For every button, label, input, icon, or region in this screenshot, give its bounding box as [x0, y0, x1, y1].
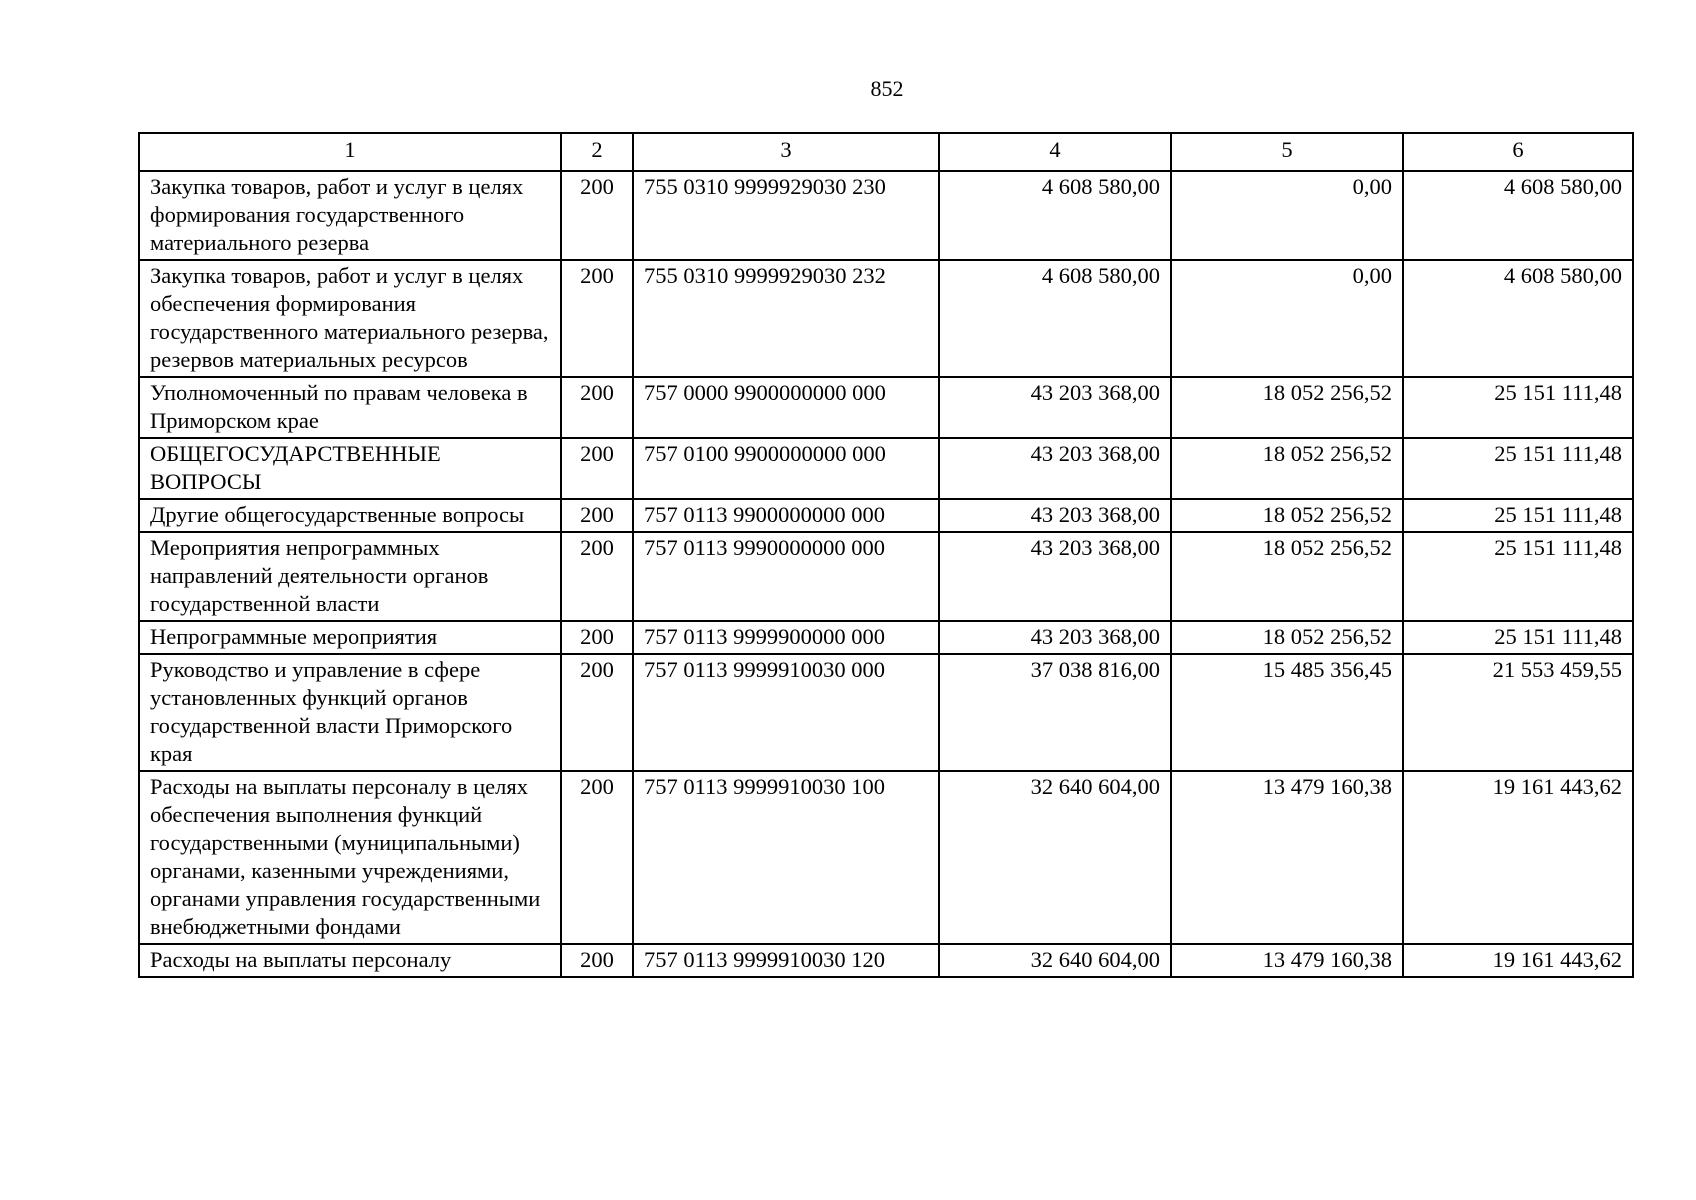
- approved-amount-cell: 43 203 368,00: [939, 377, 1171, 438]
- line-code-cell: 200: [561, 499, 633, 532]
- executed-amount-cell: 18 052 256,52: [1171, 377, 1403, 438]
- column-header: 6: [1403, 133, 1633, 171]
- budget-code-cell: 757 0113 9999910030 120: [633, 944, 939, 977]
- executed-amount-cell: 18 052 256,52: [1171, 438, 1403, 499]
- unexecuted-amount-cell: 25 151 111,48: [1403, 377, 1633, 438]
- line-code-cell: 200: [561, 260, 633, 377]
- row-name-cell: Уполномоченный по правам человека в Приморском крае: [139, 377, 561, 438]
- table-header-row: [139, 133, 1633, 171]
- line-code-cell: 200: [561, 654, 633, 771]
- executed-amount-cell: 13 479 160,38: [1171, 944, 1403, 977]
- table-row: [139, 377, 1633, 438]
- unexecuted-amount-cell: 25 151 111,48: [1403, 621, 1633, 654]
- approved-amount-cell: 4 608 580,00: [939, 171, 1171, 260]
- line-code-cell: 200: [561, 771, 633, 944]
- budget-code-cell: 757 0113 9900000000 000: [633, 499, 939, 532]
- unexecuted-amount-cell: 19 161 443,62: [1403, 771, 1633, 944]
- line-code-cell: 200: [561, 438, 633, 499]
- row-name-cell: Другие общегосударственные вопросы: [139, 499, 561, 532]
- line-code-cell: 200: [561, 532, 633, 621]
- column-header: 2: [561, 133, 633, 171]
- column-header: 3: [633, 133, 939, 171]
- row-name-cell: Закупка товаров, работ и услуг в целях обеспечения формирования государственного материального резерва, резервов материальных ресурсов: [139, 260, 561, 377]
- table-row: [139, 944, 1633, 977]
- executed-amount-cell: 0,00: [1171, 171, 1403, 260]
- approved-amount-cell: 4 608 580,00: [939, 260, 1171, 377]
- row-name-cell: Закупка товаров, работ и услуг в целях формирования государственного материального резерва: [139, 171, 561, 260]
- row-name-cell: Мероприятия непрограммных направлений деятельности органов государственной власти: [139, 532, 561, 621]
- approved-amount-cell: 43 203 368,00: [939, 532, 1171, 621]
- budget-code-cell: 757 0100 9900000000 000: [633, 438, 939, 499]
- unexecuted-amount-cell: 25 151 111,48: [1403, 438, 1633, 499]
- executed-amount-cell: 13 479 160,38: [1171, 771, 1403, 944]
- row-name-cell: ОБЩЕГОСУДАРСТВЕННЫЕ ВОПРОСЫ: [139, 438, 561, 499]
- row-name-cell: Расходы на выплаты персоналу: [139, 944, 561, 977]
- table-row: [139, 654, 1633, 771]
- table-row: [139, 771, 1633, 944]
- table-row: [139, 532, 1633, 621]
- budget-code-cell: 755 0310 9999929030 232: [633, 260, 939, 377]
- line-code-cell: 200: [561, 171, 633, 260]
- table-row: [139, 621, 1633, 654]
- budget-code-cell: 757 0113 9990000000 000: [633, 532, 939, 621]
- budget-code-cell: 757 0113 9999910030 000: [633, 654, 939, 771]
- page-number: 852: [870, 76, 904, 101]
- budget-code-cell: 757 0113 9999910030 100: [633, 771, 939, 944]
- line-code-cell: 200: [561, 377, 633, 438]
- budget-code-cell: 757 0113 9999900000 000: [633, 621, 939, 654]
- unexecuted-amount-cell: 25 151 111,48: [1403, 532, 1633, 621]
- unexecuted-amount-cell: 4 608 580,00: [1403, 171, 1633, 260]
- column-header: 5: [1171, 133, 1403, 171]
- executed-amount-cell: 0,00: [1171, 260, 1403, 377]
- budget-execution-table: [138, 132, 1634, 978]
- unexecuted-amount-cell: 25 151 111,48: [1403, 499, 1633, 532]
- approved-amount-cell: 43 203 368,00: [939, 621, 1171, 654]
- unexecuted-amount-cell: 19 161 443,62: [1403, 944, 1633, 977]
- budget-code-cell: 755 0310 9999929030 230: [633, 171, 939, 260]
- table-row: [139, 499, 1633, 532]
- unexecuted-amount-cell: 4 608 580,00: [1403, 260, 1633, 377]
- table-row: [139, 260, 1633, 377]
- line-code-cell: 200: [561, 621, 633, 654]
- budget-code-cell: 757 0000 9900000000 000: [633, 377, 939, 438]
- line-code-cell: 200: [561, 944, 633, 977]
- row-name-cell: Расходы на выплаты персоналу в целях обеспечения выполнения функций государственными (муниципальными) органами, казенными учреждениями, органами управления государственными внебюджетными фондами: [139, 771, 561, 944]
- approved-amount-cell: 32 640 604,00: [939, 944, 1171, 977]
- approved-amount-cell: 43 203 368,00: [939, 438, 1171, 499]
- column-header: 1: [139, 133, 561, 171]
- table-row: [139, 438, 1633, 499]
- column-header: 4: [939, 133, 1171, 171]
- approved-amount-cell: 43 203 368,00: [939, 499, 1171, 532]
- table-row: [139, 171, 1633, 260]
- executed-amount-cell: 18 052 256,52: [1171, 532, 1403, 621]
- row-name-cell: Непрограммные мероприятия: [139, 621, 561, 654]
- approved-amount-cell: 32 640 604,00: [939, 771, 1171, 944]
- unexecuted-amount-cell: 21 553 459,55: [1403, 654, 1633, 771]
- executed-amount-cell: 18 052 256,52: [1171, 621, 1403, 654]
- executed-amount-cell: 15 485 356,45: [1171, 654, 1403, 771]
- executed-amount-cell: 18 052 256,52: [1171, 499, 1403, 532]
- approved-amount-cell: 37 038 816,00: [939, 654, 1171, 771]
- row-name-cell: Руководство и управление в сфере установленных функций органов государственной власти Приморского края: [139, 654, 561, 771]
